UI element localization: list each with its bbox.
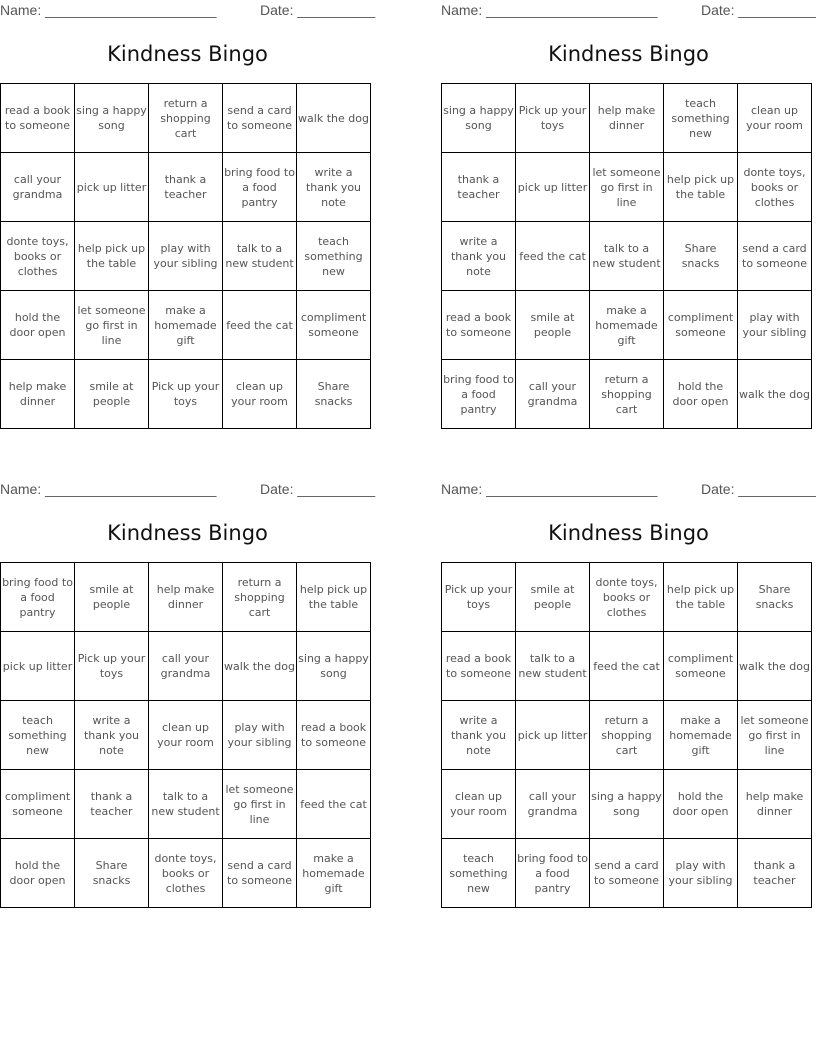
bingo-row	[1, 84, 371, 153]
bingo-cell: donte toys, books or clothes	[149, 839, 223, 908]
bingo-cell: talk to a new student	[223, 222, 297, 291]
bingo-cell: play with your sibling	[664, 839, 738, 908]
bingo-cell: help make dinner	[738, 770, 812, 839]
bingo-cell: smile at people	[516, 563, 590, 632]
bingo-cell: compliment someone	[1, 770, 75, 839]
bingo-cell: help pick up the table	[75, 222, 149, 291]
bingo-cell: sing a happy song	[590, 770, 664, 839]
bingo-row	[442, 632, 812, 701]
bingo-cell: call your grandma	[516, 360, 590, 429]
bingo-cell: send a card to someone	[223, 84, 297, 153]
bingo-cell: clean up your room	[738, 84, 812, 153]
bingo-row	[1, 632, 371, 701]
bingo-cell: return a shopping cart	[149, 84, 223, 153]
name-field: Name: ______________________	[0, 481, 217, 497]
bingo-cell: bring food to a food pantry	[223, 153, 297, 222]
bingo-cell: Pick up your toys	[149, 360, 223, 429]
name-field: Name: ______________________	[441, 481, 658, 497]
bingo-cell: return a shopping cart	[223, 563, 297, 632]
bingo-cell: let someone go first in line	[223, 770, 297, 839]
name-date-line	[0, 481, 375, 499]
bingo-cell: feed the cat	[516, 222, 590, 291]
bingo-cell: call your grandma	[1, 153, 75, 222]
date-field: Date: __________	[701, 481, 816, 497]
card-title: Kindness Bingo	[107, 521, 268, 545]
bingo-row	[1, 222, 371, 291]
bingo-cell: let someone go first in line	[590, 153, 664, 222]
bingo-cell: donte toys, books or clothes	[1, 222, 75, 291]
bingo-cell: Share snacks	[738, 563, 812, 632]
bingo-row	[442, 84, 812, 153]
bingo-row	[1, 701, 371, 770]
bingo-cell: sing a happy song	[75, 84, 149, 153]
bingo-cell: read a book to someone	[442, 291, 516, 360]
card-title: Kindness Bingo	[548, 521, 709, 545]
date-field: Date: __________	[260, 2, 376, 18]
bingo-cell: pick up litter	[516, 153, 590, 222]
bingo-grid	[441, 83, 812, 429]
bingo-grid	[0, 562, 371, 908]
bingo-cell: clean up your room	[223, 360, 297, 429]
bingo-cell: hold the door open	[664, 770, 738, 839]
bingo-cell: Pick up your toys	[75, 632, 149, 701]
card-title: Kindness Bingo	[107, 42, 268, 66]
bingo-cell: teach something new	[1, 701, 75, 770]
bingo-row	[442, 291, 812, 360]
bingo-cell: write a thank you note	[75, 701, 149, 770]
bingo-cell: help pick up the table	[664, 563, 738, 632]
bingo-cell: bring food to a food pantry	[1, 563, 75, 632]
bingo-row	[1, 291, 371, 360]
bingo-cell: donte toys, books or clothes	[590, 563, 664, 632]
bingo-cell: call your grandma	[149, 632, 223, 701]
bingo-cell: compliment someone	[664, 632, 738, 701]
bingo-grid	[0, 83, 371, 429]
bingo-cell: walk the dog	[738, 632, 812, 701]
bingo-cell: thank a teacher	[75, 770, 149, 839]
bingo-cell: smile at people	[75, 360, 149, 429]
name-field: Name: ______________________	[0, 2, 217, 18]
bingo-cell: send a card to someone	[590, 839, 664, 908]
bingo-cell: compliment someone	[664, 291, 738, 360]
bingo-row	[1, 839, 371, 908]
bingo-cell: bring food to a food pantry	[442, 360, 516, 429]
bingo-cell: return a shopping cart	[590, 701, 664, 770]
bingo-cell: make a homemade gift	[297, 839, 371, 908]
bingo-cell: teach something new	[442, 839, 516, 908]
bingo-cell: walk the dog	[297, 84, 371, 153]
bingo-cell: help make dinner	[590, 84, 664, 153]
bingo-row	[1, 770, 371, 839]
bingo-row	[1, 563, 371, 632]
bingo-row	[442, 222, 812, 291]
bingo-cell: compliment someone	[297, 291, 371, 360]
bingo-row	[442, 563, 812, 632]
bingo-cell: bring food to a food pantry	[516, 839, 590, 908]
bingo-cell: sing a happy song	[297, 632, 371, 701]
name-field: Name: ______________________	[441, 2, 658, 18]
bingo-cell: write a thank you note	[442, 701, 516, 770]
bingo-cell: thank a teacher	[442, 153, 516, 222]
bingo-cell: read a book to someone	[297, 701, 371, 770]
bingo-cell: feed the cat	[223, 291, 297, 360]
bingo-cell: talk to a new student	[516, 632, 590, 701]
bingo-row	[442, 360, 812, 429]
bingo-cell: make a homemade gift	[590, 291, 664, 360]
name-date-line	[441, 2, 816, 20]
bingo-cell: Pick up your toys	[442, 563, 516, 632]
bingo-cell: Share snacks	[664, 222, 738, 291]
bingo-cell: write a thank you note	[297, 153, 371, 222]
bingo-cell: talk to a new student	[149, 770, 223, 839]
bingo-cell: play with your sibling	[149, 222, 223, 291]
bingo-cell: smile at people	[516, 291, 590, 360]
bingo-cell: send a card to someone	[738, 222, 812, 291]
bingo-cell: send a card to someone	[223, 839, 297, 908]
bingo-cell: Share snacks	[297, 360, 371, 429]
bingo-row	[442, 701, 812, 770]
bingo-cell: thank a teacher	[149, 153, 223, 222]
bingo-cell: help make dinner	[1, 360, 75, 429]
date-field: Date: __________	[260, 481, 376, 497]
bingo-cell: play with your sibling	[223, 701, 297, 770]
bingo-row	[1, 360, 371, 429]
bingo-cell: smile at people	[75, 563, 149, 632]
bingo-cell: read a book to someone	[442, 632, 516, 701]
bingo-cell: Pick up your toys	[516, 84, 590, 153]
bingo-cell: hold the door open	[1, 839, 75, 908]
date-field: Date: __________	[701, 2, 816, 18]
bingo-cell: help make dinner	[149, 563, 223, 632]
bingo-cell: make a homemade gift	[149, 291, 223, 360]
bingo-cell: donte toys, books or clothes	[738, 153, 812, 222]
bingo-cell: talk to a new student	[590, 222, 664, 291]
bingo-row	[442, 839, 812, 908]
bingo-cell: let someone go first in line	[75, 291, 149, 360]
bingo-cell: clean up your room	[149, 701, 223, 770]
bingo-cell: teach something new	[664, 84, 738, 153]
bingo-cell: pick up litter	[1, 632, 75, 701]
bingo-cell: sing a happy song	[442, 84, 516, 153]
bingo-cell: make a homemade gift	[664, 701, 738, 770]
bingo-row	[1, 153, 371, 222]
bingo-row	[442, 770, 812, 839]
bingo-cell: walk the dog	[223, 632, 297, 701]
bingo-cell: Share snacks	[75, 839, 149, 908]
bingo-cell: call your grandma	[516, 770, 590, 839]
bingo-cell: play with your sibling	[738, 291, 812, 360]
bingo-cell: thank a teacher	[738, 839, 812, 908]
bingo-cell: help pick up the table	[297, 563, 371, 632]
bingo-cell: hold the door open	[1, 291, 75, 360]
bingo-cell: feed the cat	[297, 770, 371, 839]
bingo-cell: pick up litter	[75, 153, 149, 222]
card-title: Kindness Bingo	[548, 42, 709, 66]
name-date-line	[0, 2, 375, 20]
name-date-line	[441, 481, 816, 499]
bingo-cell: feed the cat	[590, 632, 664, 701]
bingo-cell: help pick up the table	[664, 153, 738, 222]
bingo-cell: let someone go first in line	[738, 701, 812, 770]
bingo-cell: read a book to someone	[1, 84, 75, 153]
bingo-cell: return a shopping cart	[590, 360, 664, 429]
bingo-cell: hold the door open	[664, 360, 738, 429]
bingo-cell: clean up your room	[442, 770, 516, 839]
bingo-cell: walk the dog	[738, 360, 812, 429]
bingo-row	[442, 153, 812, 222]
bingo-cell: teach something new	[297, 222, 371, 291]
bingo-cell: write a thank you note	[442, 222, 516, 291]
bingo-grid	[441, 562, 812, 908]
bingo-cell: pick up litter	[516, 701, 590, 770]
